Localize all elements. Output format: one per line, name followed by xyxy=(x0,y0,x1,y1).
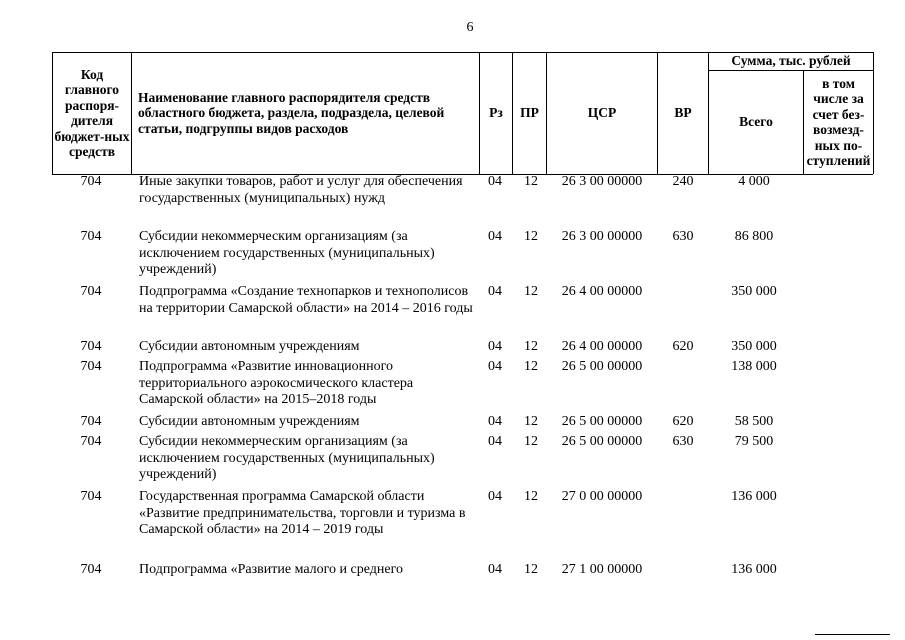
page-corner-rule xyxy=(815,634,890,635)
cell-total: 138 000 xyxy=(731,359,777,374)
cell-pr: 12 xyxy=(524,414,538,429)
cell-total: 350 000 xyxy=(731,339,777,354)
cell-kod: 704 xyxy=(80,434,102,449)
cell-total: 4 000 xyxy=(738,174,770,189)
table-row xyxy=(0,489,905,562)
header-vr: ВР xyxy=(674,105,692,121)
cell-csr: 26 3 00 00000 xyxy=(561,174,643,189)
cell-csr: 26 4 00 00000 xyxy=(561,284,643,299)
cell-rz: 04 xyxy=(488,339,502,354)
header-rz: Рз xyxy=(489,105,503,121)
cell-name: Иные закупки товаров, работ и услуг для обеспечения государственных (муниципальных) нужд xyxy=(139,174,463,206)
cell-total: 79 500 xyxy=(734,434,774,449)
cell-kod: 704 xyxy=(80,174,102,189)
cell-csr: 26 5 00 00000 xyxy=(561,414,643,429)
cell-rz: 04 xyxy=(488,414,502,429)
table-row xyxy=(0,284,905,339)
cell-name: Субсидии некоммерческим организациям (за исключением государственных (муниципальных) учреждений) xyxy=(139,229,435,277)
cell-name: Субсидии некоммерческим организациям (за исключением государственных (муниципальных) учреждений) xyxy=(139,434,435,482)
cell-kod: 704 xyxy=(80,489,102,504)
cell-total: 58 500 xyxy=(734,414,774,429)
cell-name: Государственная программа Самарской области «Развитие предпринимательства, торговли и туризма в Самарской области» на 2014 – 2019 годы xyxy=(139,489,466,537)
cell-pr: 12 xyxy=(524,229,538,244)
table-row xyxy=(0,359,905,414)
header-vsego: Всего xyxy=(739,114,773,130)
cell-pr: 12 xyxy=(524,562,538,577)
cell-csr: 26 5 00 00000 xyxy=(561,434,643,449)
cell-pr: 12 xyxy=(524,284,538,299)
cell-rz: 04 xyxy=(488,489,502,504)
cell-kod: 704 xyxy=(80,562,102,577)
cell-pr: 12 xyxy=(524,174,538,189)
page-number: 6 xyxy=(466,20,474,35)
cell-vr: 630 xyxy=(672,229,694,244)
cell-vr: 620 xyxy=(672,339,694,354)
cell-pr: 12 xyxy=(524,359,538,374)
cell-vr: 630 xyxy=(672,434,694,449)
cell-kod: 704 xyxy=(80,414,102,429)
table-row xyxy=(0,434,905,489)
header-kod: Код главного распоря-дителя бюджет-ных средств xyxy=(54,66,130,159)
cell-rz: 04 xyxy=(488,229,502,244)
cell-csr: 26 4 00 00000 xyxy=(561,339,643,354)
header-pr: ПР xyxy=(520,105,539,121)
cell-rz: 04 xyxy=(488,174,502,189)
cell-rz: 04 xyxy=(488,359,502,374)
cell-rz: 04 xyxy=(488,562,502,577)
table-row xyxy=(0,339,905,359)
cell-rz: 04 xyxy=(488,284,502,299)
cell-total: 350 000 xyxy=(731,284,777,299)
cell-pr: 12 xyxy=(524,434,538,449)
cell-name: Подпрограмма «Создание технопарков и технополисов на территории Самарской области» на 2014 – 2016 годы xyxy=(139,284,473,316)
cell-vr: 240 xyxy=(672,174,694,189)
cell-total: 136 000 xyxy=(731,562,777,577)
table-body xyxy=(0,174,905,582)
cell-csr: 26 5 00 00000 xyxy=(561,359,643,374)
cell-csr: 27 1 00 00000 xyxy=(561,562,643,577)
table-row xyxy=(0,174,905,229)
cell-csr: 27 0 00 00000 xyxy=(561,489,643,504)
cell-name: Подпрограмма «Развитие малого и среднего xyxy=(139,562,404,577)
cell-vr: 620 xyxy=(672,414,694,429)
cell-name: Субсидии автономным учреждениям xyxy=(139,414,360,429)
cell-kod: 704 xyxy=(80,339,102,354)
cell-kod: 704 xyxy=(80,284,102,299)
table-row xyxy=(0,562,905,582)
header-csr: ЦСР xyxy=(587,105,617,121)
cell-pr: 12 xyxy=(524,489,538,504)
cell-csr: 26 3 00 00000 xyxy=(561,229,643,244)
cell-kod: 704 xyxy=(80,229,102,244)
cell-rz: 04 xyxy=(488,434,502,449)
header-name: Наименование главного распорядителя средств областного бюджета, раздела, подраздела, целевой статьи, подгруппы видов расходов xyxy=(138,89,445,136)
table-row xyxy=(0,414,905,434)
cell-name: Подпрограмма «Развитие инновационного территориального аэрокосмического кластера Самарской области» на 2015–2018 годы xyxy=(139,359,414,407)
header-summa: Сумма, тыс. рублей xyxy=(731,53,851,69)
cell-name: Субсидии автономным учреждениям xyxy=(139,339,360,354)
cell-total: 136 000 xyxy=(731,489,777,504)
cell-total: 86 800 xyxy=(734,229,774,244)
cell-pr: 12 xyxy=(524,339,538,354)
header-bezvozmezd: в том числе за счет без-возмезд-ных по-ступлений xyxy=(806,75,871,168)
table-row xyxy=(0,229,905,284)
cell-kod: 704 xyxy=(80,359,102,374)
table-header xyxy=(52,52,873,174)
